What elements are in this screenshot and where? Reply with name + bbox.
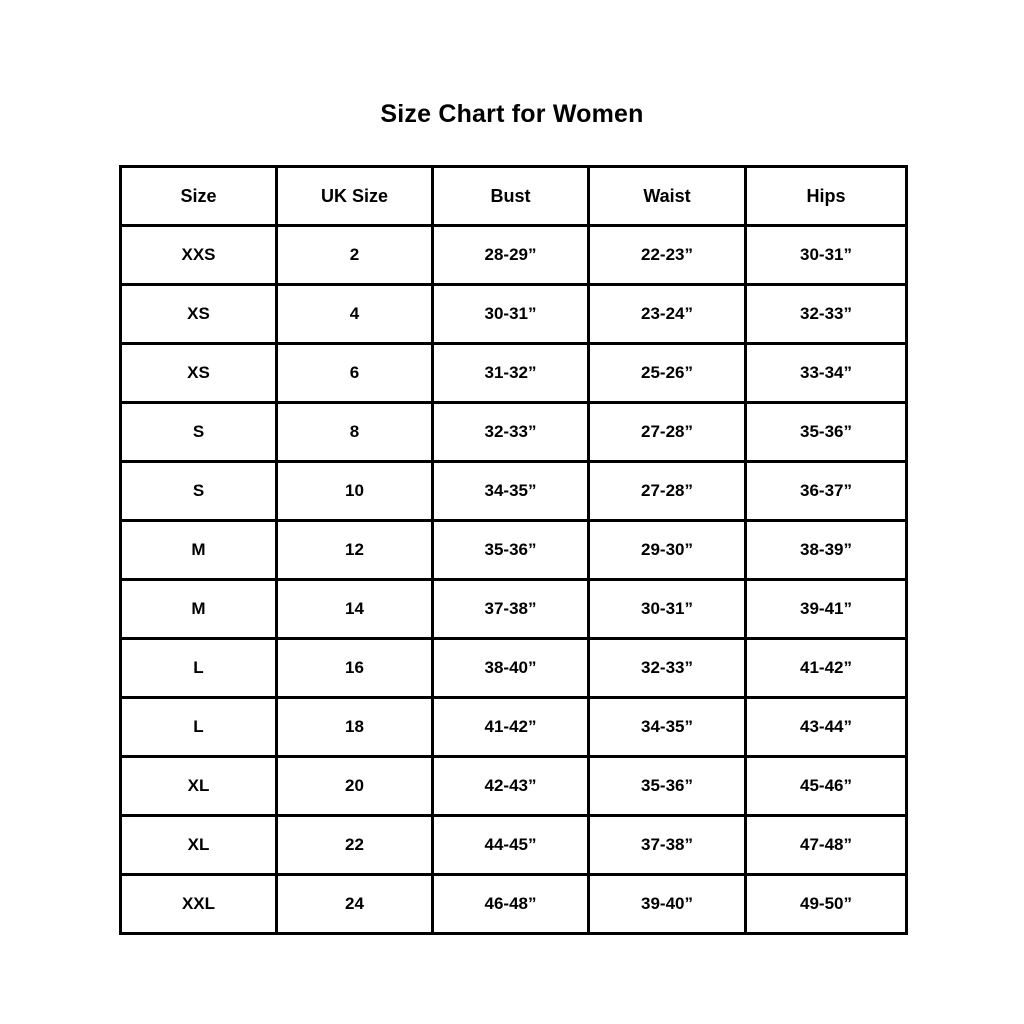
cell-waist: 34-35” [589, 698, 746, 757]
cell-uk: 12 [277, 521, 433, 580]
cell-size: XL [121, 757, 277, 816]
table-row [121, 226, 907, 285]
cell-waist: 35-36” [589, 757, 746, 816]
cell-hips: 45-46” [746, 757, 907, 816]
cell-uk: 8 [277, 403, 433, 462]
cell-hips: 35-36” [746, 403, 907, 462]
table-header [121, 167, 907, 226]
table-row [121, 285, 907, 344]
cell-size: L [121, 698, 277, 757]
cell-uk: 22 [277, 816, 433, 875]
cell-bust: 37-38” [433, 580, 589, 639]
table-row [121, 639, 907, 698]
column-header-size: Size [121, 167, 277, 226]
cell-waist: 27-28” [589, 403, 746, 462]
column-header-waist: Waist [589, 167, 746, 226]
cell-uk: 6 [277, 344, 433, 403]
column-header-bust: Bust [433, 167, 589, 226]
cell-hips: 39-41” [746, 580, 907, 639]
cell-bust: 41-42” [433, 698, 589, 757]
cell-bust: 30-31” [433, 285, 589, 344]
table-row [121, 344, 907, 403]
cell-size: XS [121, 285, 277, 344]
table-row [121, 816, 907, 875]
cell-hips: 43-44” [746, 698, 907, 757]
cell-bust: 32-33” [433, 403, 589, 462]
cell-uk: 4 [277, 285, 433, 344]
cell-waist: 32-33” [589, 639, 746, 698]
cell-bust: 28-29” [433, 226, 589, 285]
cell-bust: 42-43” [433, 757, 589, 816]
table-row [121, 462, 907, 521]
table-row [121, 521, 907, 580]
cell-hips: 38-39” [746, 521, 907, 580]
cell-bust: 46-48” [433, 875, 589, 934]
table-header-row [121, 167, 907, 226]
table-row [121, 698, 907, 757]
column-header-hips: Hips [746, 167, 907, 226]
cell-size: L [121, 639, 277, 698]
cell-size: M [121, 580, 277, 639]
table-row [121, 757, 907, 816]
cell-waist: 30-31” [589, 580, 746, 639]
cell-uk: 10 [277, 462, 433, 521]
cell-hips: 49-50” [746, 875, 907, 934]
cell-hips: 33-34” [746, 344, 907, 403]
cell-uk: 14 [277, 580, 433, 639]
cell-size: S [121, 403, 277, 462]
cell-waist: 37-38” [589, 816, 746, 875]
cell-size: XXL [121, 875, 277, 934]
cell-waist: 23-24” [589, 285, 746, 344]
cell-hips: 41-42” [746, 639, 907, 698]
cell-uk: 16 [277, 639, 433, 698]
size-chart-table [119, 165, 908, 935]
cell-uk: 24 [277, 875, 433, 934]
cell-bust: 34-35” [433, 462, 589, 521]
cell-bust: 35-36” [433, 521, 589, 580]
cell-waist: 22-23” [589, 226, 746, 285]
cell-hips: 32-33” [746, 285, 907, 344]
page-title: Size Chart for Women [380, 100, 644, 128]
cell-waist: 25-26” [589, 344, 746, 403]
cell-hips: 30-31” [746, 226, 907, 285]
cell-hips: 36-37” [746, 462, 907, 521]
cell-waist: 39-40” [589, 875, 746, 934]
cell-waist: 27-28” [589, 462, 746, 521]
cell-uk: 18 [277, 698, 433, 757]
cell-size: M [121, 521, 277, 580]
cell-uk: 20 [277, 757, 433, 816]
cell-bust: 44-45” [433, 816, 589, 875]
table-row [121, 875, 907, 934]
cell-size: XXS [121, 226, 277, 285]
column-header-uk-size: UK Size [277, 167, 433, 226]
cell-bust: 31-32” [433, 344, 589, 403]
cell-bust: 38-40” [433, 639, 589, 698]
table-row [121, 403, 907, 462]
cell-uk: 2 [277, 226, 433, 285]
cell-size: XS [121, 344, 277, 403]
table-body [121, 226, 907, 934]
cell-size: XL [121, 816, 277, 875]
cell-size: S [121, 462, 277, 521]
cell-waist: 29-30” [589, 521, 746, 580]
cell-hips: 47-48” [746, 816, 907, 875]
table-row [121, 580, 907, 639]
size-table-container [119, 165, 905, 935]
